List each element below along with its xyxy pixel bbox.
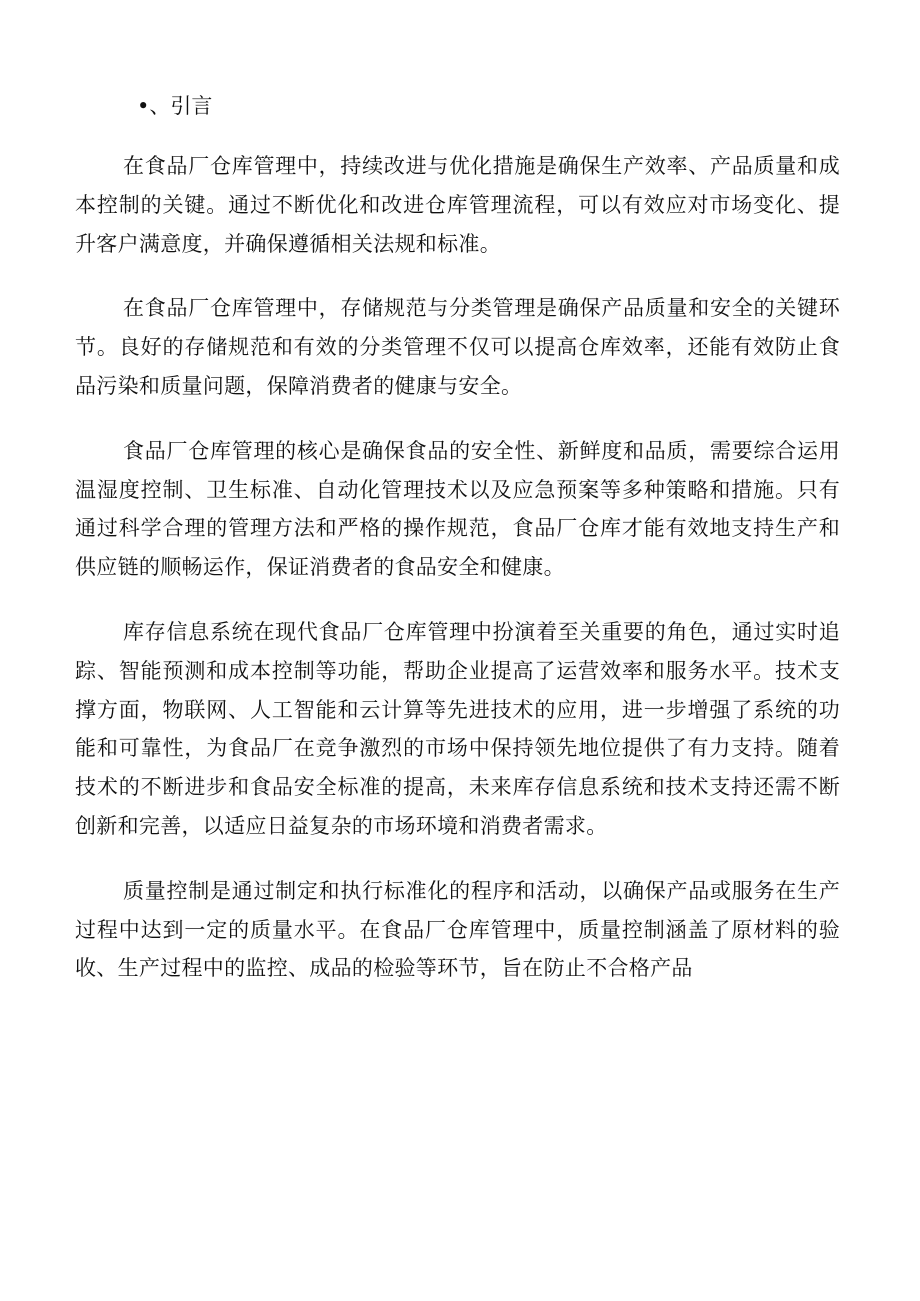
paragraph-inventory-system: 库存信息系统在现代食品厂仓库管理中扮演着至关重要的角色，通过实时追踪、智能预测和成本控制等功能，帮助企业提高了运营效率和服务水平。技术支撑方面，物联网、人工智能和云计算等先进技术的应用，进一步增强了系统的功能和可靠性，为食品厂在竞争激烈的市场中保持领先地位提供了有力支持。随着技术的不断进步和食品安全标准的提高，未来库存信息系统和技术支持还需不断创新和完善，以适应日益复杂的市场环境和消费者需求。 [75, 619, 840, 838]
paragraph-storage: 在食品厂仓库管理中，存储规范与分类管理是确保产品质量和安全的关键环节。良好的存储规范和有效的分类管理不仅可以提高仓库效率，还能有效防止食品污染和质量问题，保障消费者的健康与安全。 [75, 296, 840, 398]
paragraph-improvement: 在食品厂仓库管理中，持续改进与优化措施是确保生产效率、产品质量和成本控制的关键。通过不断优化和改进仓库管理流程，可以有效应对市场变化、提升客户满意度，并确保遵循相关法规和标准。 [75, 154, 840, 256]
paragraph-quality-control: 质量控制是通过制定和执行标准化的程序和活动，以确保产品或服务在生产过程中达到一定的质量水平。在食品厂仓库管理中，质量控制涵盖了原材料的验收、生产过程中的监控、成品的检验等环节，旨在防止不合格产品 [75, 878, 840, 981]
paragraph-core: 食品厂仓库管理的核心是确保食品的安全性、新鲜度和品质，需要综合运用温湿度控制、卫生标准、自动化管理技术以及应急预案等多种策略和措施。只有通过科学合理的管理方法和严格的操作规范，食品厂仓库才能有效地支持生产和供应链的顺畅运作，保证消费者的食品安全和健康。 [75, 438, 840, 580]
section-heading: •、引言 [137, 94, 213, 118]
